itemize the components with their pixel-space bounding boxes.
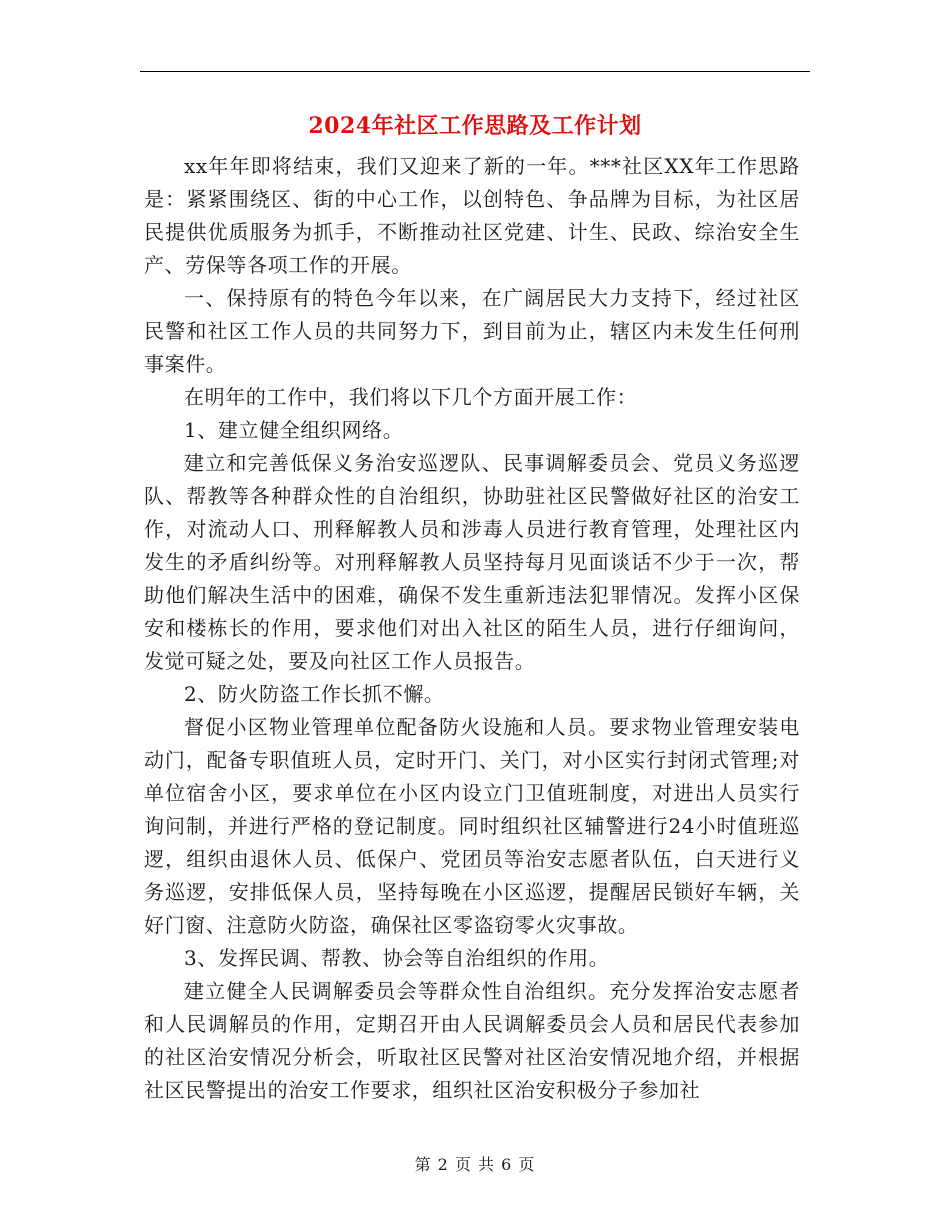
document-body <box>144 150 800 1107</box>
paragraph-item-3: 建立健全人民调解委员会等群众性自治组织。充分发挥治安志愿者和人民调解员的作用，定期召开由人民调解委员会人员和居民代表参加的社区治安情况分析会，听取社区民警对社区治安情况地介绍，并根据社区民警提出的治安工作要求，组织社区治安积极分子参加社 <box>144 979 800 1102</box>
paragraph-section-one: 一、保持原有的特色今年以来，在广阔居民大力支持下，经过社区民警和社区工作人员的共同努力下，到目前为止，辖区内未发生任何刑事案件。 <box>144 286 800 376</box>
paragraph-plan-lead: 在明年的工作中，我们将以下几个方面开展工作： <box>184 385 638 409</box>
header-rule <box>140 71 810 72</box>
paragraph-intro: xx年年即将结束，我们又迎来了新的一年。***社区XX年工作思路是：紧紧围绕区、街的中心工作，以创特色、争品牌为目标，为社区居民提供优质服务为抓手，不断推动社区党建、计生、民政、综治安全生产、劳保等各项工作的开展。 <box>144 154 800 277</box>
page-number-footer: 第 2 页 共 6 页 <box>414 1155 536 1174</box>
heading-item-1: 1、建立健全组织网络。 <box>184 418 404 442</box>
paragraph-item-2: 督促小区物业管理单位配备防火设施和人员。要求物业管理安装电动门，配备专职值班人员，定时开门、关门，对小区实行封闭式管理;对单位宿舍小区，要求单位在小区内设立门卫值班制度，对进出人员实行询问制，并进行严格的登记制度。同时组织社区辅警进行24小时值班巡逻，组织由退休人员、低保户、党团员等治安志愿者队伍，白天进行义务巡逻，安排低保人员，坚持每晚在小区巡逻，提醒居民锁好车辆，关好门窗、注意防火防盗，确保社区零盗窃零火灾事故。 <box>144 715 800 937</box>
document-title: 2024年社区工作思路及工作计划 <box>308 113 642 139</box>
heading-item-2: 2、防火防盗工作长抓不懈。 <box>184 682 445 706</box>
paragraph-item-1: 建立和完善低保义务治安巡逻队、民事调解委员会、党员义务巡逻队、帮教等各种群众性的自治组织，协助驻社区民警做好社区的治安工作，对流动人口、刑释解教人员和涉毒人员进行教育管理，处理社区内发生的矛盾纠纷等。对刑释解教人员坚持每月见面谈话不少于一次，帮助他们解决生活中的困难，确保不发生重新违法犯罪情况。发挥小区保安和楼栋长的作用，要求他们对出入社区的陌生人员，进行仔细询问，发觉可疑之处，要及向社区工作人员报告。 <box>144 451 800 673</box>
heading-item-3: 3、发挥民调、帮教、协会等自治组织的作用。 <box>184 946 610 970</box>
